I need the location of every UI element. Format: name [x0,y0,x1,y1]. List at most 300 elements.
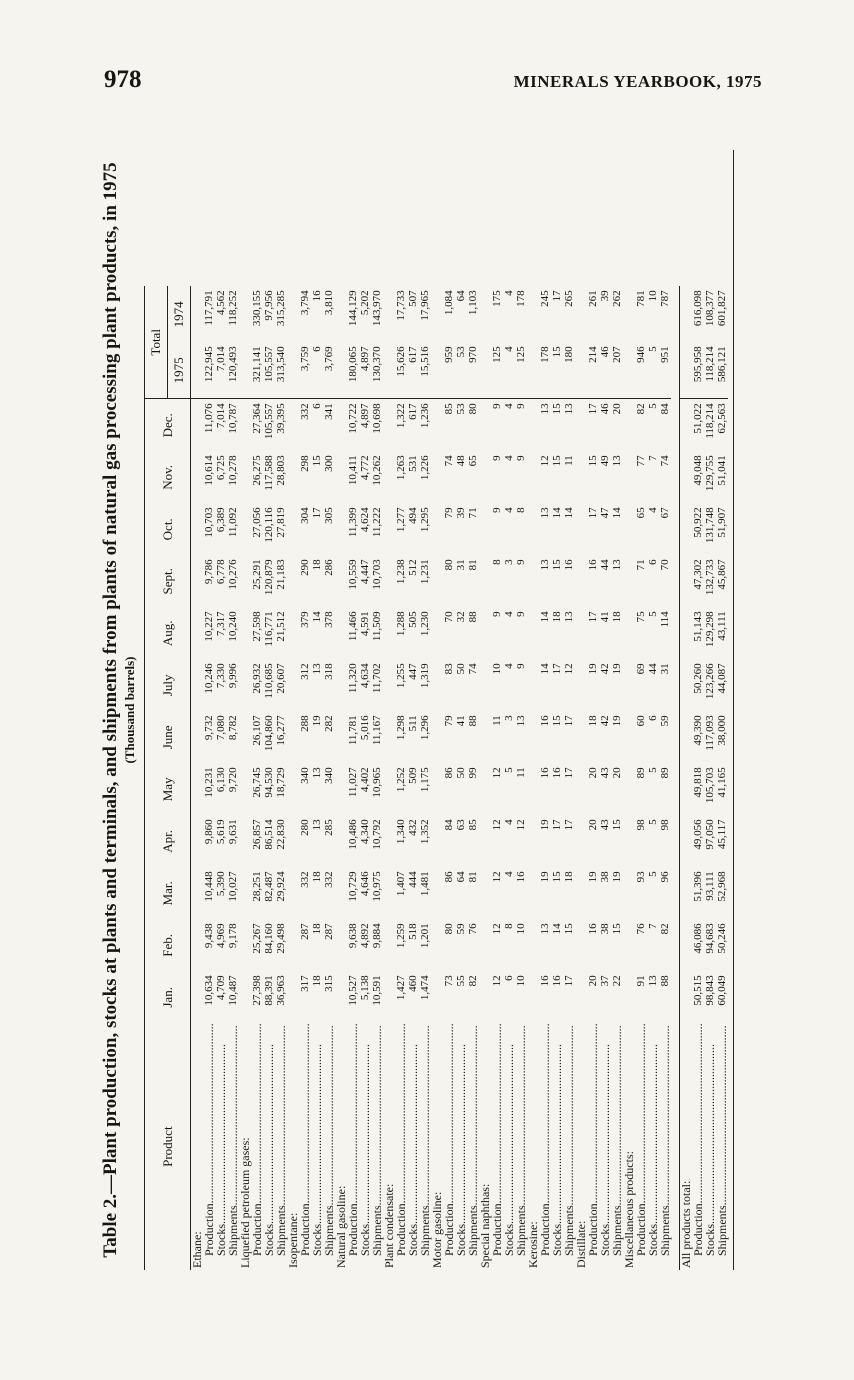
empty-cell [383,286,395,342]
month-value-cell: 19 [611,871,623,883]
empty-cell [479,815,491,867]
month-value-cell: 74 [443,455,455,467]
row-label-text: Production [538,1203,552,1256]
rotated-table-block [100,130,740,1330]
month-value-cell: 1,201 [419,923,431,949]
month-value-cell: 15 [551,403,563,415]
month-value-cell: 51,396 [692,871,704,902]
dot-leader: ............................................................ [394,1023,408,1204]
month-value-cell: 14 [563,507,575,519]
table-row [275,286,287,1270]
month-value-cell: 4,340 [359,819,371,845]
month-value-cell: 31 [659,663,671,675]
empty-cell [287,503,299,555]
month-value-cell: 11,320 [347,663,359,694]
month-value-cell: 1,277 [395,507,407,533]
month-value-cell: 11 [491,715,503,726]
empty-cell [431,763,443,815]
empty-cell [335,867,347,919]
month-value-cell: 5 [647,403,659,409]
month-value-cell: 4,709 [215,975,227,1001]
month-value-cell: 31 [455,559,467,571]
month-value-cell: 286 [323,559,335,576]
dot-leader: ............................................................ [406,1043,420,1224]
month-value-cell: 65 [635,507,647,519]
month-value-cell: 4 [503,611,515,617]
empty-cell [191,659,204,711]
empty-cell [383,919,395,971]
month-value-cell: 9,996 [227,663,239,689]
empty-cell [239,503,251,555]
month-value-cell: 1,230 [419,611,431,637]
month-value-cell: 10,246 [203,663,215,694]
month-value-cell: 44 [599,559,611,571]
month-value-cell: 305 [323,507,335,524]
month-value-cell: 13 [611,559,623,571]
group-heading: Motor gasoline: [430,1191,444,1268]
table-row [716,286,728,1270]
total-1974-cell: 507 [407,290,419,307]
month-value-cell: 50,515 [692,975,704,1006]
month-value-cell: 13 [611,455,623,467]
row-label-text: Shipments [610,1205,624,1256]
empty-cell [575,971,587,1023]
empty-cell [680,971,693,1023]
month-value-cell: 447 [407,663,419,680]
month-value-cell: 531 [407,455,419,472]
month-value-cell: 64 [455,871,467,883]
month-value-cell: 42 [599,715,611,727]
dot-leader: ............................................................ [310,1043,324,1224]
month-value-cell: 13 [539,403,551,415]
empty-cell [623,815,635,867]
month-value-cell: 10 [515,923,527,935]
month-value-cell: 49,818 [692,767,704,798]
empty-cell [239,919,251,971]
month-value-cell: 10,722 [347,403,359,434]
month-value-cell: 51,907 [716,507,728,538]
month-value-cell: 3 [503,715,515,721]
month-value-cell: 13 [515,715,527,727]
month-value-cell: 4 [503,507,515,513]
total-1974-cell: 1,103 [467,290,479,316]
total-1974-cell: 10 [647,290,659,302]
month-value-cell: 27,056 [251,507,263,538]
month-value-cell: 511 [407,715,419,732]
header-total: Total [145,286,168,399]
month-value-cell: 460 [407,975,419,992]
total-1974-cell: 16 [311,290,323,302]
month-value-cell: 26,857 [251,819,263,850]
row-label-text: Production [394,1203,408,1256]
empty-cell [335,763,347,815]
month-value-cell: 1,407 [395,871,407,897]
empty-cell [575,763,587,815]
month-value-cell: 13 [539,559,551,571]
total-1974-cell: 118,252 [227,290,239,326]
empty-cell [191,971,204,1023]
month-value-cell: 1,296 [419,715,431,741]
total-1975-cell: 4,897 [359,342,371,399]
month-value-cell: 45,867 [716,559,728,590]
month-value-cell: 59 [659,715,671,727]
month-value-cell: 51,041 [716,455,728,486]
month-value-cell: 4 [503,819,515,825]
month-value-cell: 43,111 [716,611,728,641]
month-value-cell: 12 [491,871,503,883]
empty-cell [479,399,491,452]
month-value-cell: 44 [647,663,659,675]
empty-cell [335,286,347,342]
total-1974-cell: 117,791 [203,290,215,326]
month-value-cell: 13 [647,975,659,987]
empty-cell [431,503,443,555]
month-value-cell: 6,778 [215,559,227,585]
total-1975-cell: 130,370 [371,342,383,399]
total-1974-cell: 143,970 [371,290,383,327]
empty-cell [335,711,347,763]
month-value-cell: 6 [647,559,659,565]
table-row [611,286,623,1270]
month-value-cell: 104,860 [263,715,275,752]
empty-cell [527,711,539,763]
empty-cell [527,286,539,342]
month-value-cell: 74 [467,663,479,675]
row-label-text: Shipments [418,1205,432,1256]
total-1975-cell: 120,493 [227,342,239,399]
month-value-cell: 4,447 [359,559,371,585]
empty-cell [527,815,539,867]
month-value-cell: 51,143 [692,611,704,642]
month-value-cell: 16 [515,871,527,883]
month-value-cell: 18,729 [275,767,287,798]
total-1974-cell: 616,098 [692,290,704,327]
dot-leader: ............................................................ [514,1025,528,1206]
month-value-cell: 79 [443,715,455,727]
month-value-cell: 4,591 [359,611,371,637]
empty-cell [575,659,587,711]
dot-leader: ............................................................ [466,1025,480,1206]
month-value-cell: 10,591 [371,975,383,1006]
month-value-cell: 317 [299,975,311,992]
month-value-cell: 494 [407,507,419,524]
month-value-cell: 21,512 [275,611,287,642]
month-value-cell: 12 [491,819,503,831]
row-label-text: Shipments [370,1205,384,1256]
empty-cell [335,971,347,1023]
total-1974-cell: 781 [635,290,647,307]
month-value-cell: 4,402 [359,767,371,793]
month-value-cell: 9,884 [371,923,383,949]
total-1975-cell: 946 [635,342,647,399]
table-row [515,286,527,1270]
month-value-cell: 91 [635,975,647,987]
month-value-cell: 97,050 [704,819,716,850]
month-value-cell: 88 [467,715,479,727]
empty-cell [383,342,395,399]
month-value-cell: 13 [563,403,575,415]
month-value-cell: 4,969 [215,923,227,949]
empty-cell [287,919,299,971]
empty-cell [191,711,204,763]
month-value-cell: 84,160 [263,923,275,954]
empty-cell [191,503,204,555]
total-1974-cell: 4,562 [215,290,227,316]
empty-cell [335,815,347,867]
month-value-cell: 71 [635,559,647,571]
month-value-cell: 50,246 [716,923,728,954]
total-1975-cell: 3,769 [323,342,335,399]
empty-cell [623,711,635,763]
month-value-cell: 26,275 [251,455,263,486]
header-month: June [145,711,191,763]
total-1974-cell: 245 [539,290,551,307]
month-value-cell: 86,514 [263,819,275,850]
month-value-cell: 84 [443,819,455,831]
header-month: July [145,659,191,711]
total-1974-cell: 262 [611,290,623,307]
month-value-cell: 117,588 [263,455,275,491]
empty-cell [479,971,491,1023]
month-value-cell: 12 [563,663,575,675]
total-1974-cell: 17,733 [395,290,407,321]
dot-leader: ............................................................ [274,1025,288,1206]
month-value-cell: 10,227 [203,611,215,642]
month-value-cell: 288 [299,715,311,732]
empty-cell [575,555,587,607]
month-value-cell: 10,703 [371,559,383,590]
empty-cell [239,607,251,659]
month-value-cell: 29,498 [275,923,287,954]
total-1974-cell: 4 [503,290,515,296]
month-value-cell: 285 [323,819,335,836]
row-label-text: Production [634,1203,648,1256]
month-value-cell: 18 [311,559,323,571]
empty-cell [287,555,299,607]
month-value-cell: 18 [587,715,599,727]
dot-leader: ............................................................ [634,1023,648,1204]
total-1974-cell: 144,129 [347,290,359,327]
month-value-cell: 49 [599,455,611,467]
empty-cell [680,919,693,971]
empty-cell [287,342,299,399]
month-value-cell: 4 [647,507,659,513]
month-value-cell: 14 [539,663,551,675]
data-table [144,286,728,1270]
empty-cell [527,919,539,971]
month-value-cell: 10,240 [227,611,239,642]
empty-cell [680,286,693,342]
total-1975-cell: 178 [539,342,551,399]
table-row [563,286,575,1270]
month-value-cell: 17 [587,403,599,415]
empty-cell [239,451,251,503]
dot-leader: ............................................................ [226,1025,240,1206]
month-value-cell: 9 [515,611,527,617]
dot-leader: ............................................................ [202,1023,216,1204]
header-month: Jan. [145,971,191,1023]
month-value-cell: 80 [443,559,455,571]
row-label-text: Stocks [646,1223,660,1256]
empty-cell [623,919,635,971]
month-value-cell: 45,117 [716,819,728,850]
empty-cell [335,659,347,711]
month-value-cell: 18 [611,611,623,623]
month-value-cell: 11 [563,455,575,466]
empty-cell [431,919,443,971]
month-value-cell: 1,340 [395,819,407,845]
row-label-text: Shipments [466,1205,480,1256]
month-value-cell: 298 [299,455,311,472]
month-value-cell: 9,720 [227,767,239,793]
total-1975-cell: 595,958 [692,342,704,399]
empty-cell [623,286,635,342]
month-value-cell: 12 [539,455,551,467]
row-label-text: Production [586,1203,600,1256]
month-value-cell: 17 [563,767,575,779]
month-value-cell: 22 [611,975,623,987]
total-1975-cell: 15,626 [395,342,407,399]
month-value-cell: 89 [635,767,647,779]
month-value-cell: 4 [503,663,515,669]
month-value-cell: 5,390 [215,871,227,897]
month-value-cell: 282 [323,715,335,732]
month-value-cell: 99 [467,767,479,779]
month-value-cell: 20,607 [275,663,287,694]
month-value-cell: 82,487 [263,871,275,902]
dot-leader: ............................................................ [370,1025,384,1206]
month-value-cell: 15 [587,455,599,467]
month-value-cell: 9 [515,663,527,669]
month-value-cell: 9 [491,507,503,513]
empty-cell [680,503,693,555]
month-value-cell: 290 [299,559,311,576]
empty-cell [527,399,539,452]
empty-cell [239,659,251,711]
month-value-cell: 20 [587,819,599,831]
month-value-cell: 98 [659,819,671,831]
total-1974-cell: 3,810 [323,290,335,316]
total-1975-cell: 46 [599,342,611,399]
month-value-cell: 129,755 [704,455,716,492]
month-value-cell: 28,251 [251,871,263,902]
month-value-cell: 65 [467,455,479,467]
row-label [659,1023,671,1270]
month-value-cell: 11,092 [227,507,239,538]
month-value-cell: 82 [467,975,479,987]
total-1974-cell: 17 [551,290,563,302]
month-value-cell: 10,787 [227,403,239,434]
month-value-cell: 80 [443,923,455,935]
month-value-cell: 13 [539,923,551,935]
empty-cell [383,763,395,815]
empty-cell [287,711,299,763]
month-value-cell: 85 [467,819,479,831]
month-value-cell: 46,086 [692,923,704,954]
month-value-cell: 43 [599,767,611,779]
month-value-cell: 20 [611,403,623,415]
dot-leader: ............................................................ [502,1043,516,1224]
month-value-cell: 81 [467,559,479,571]
total-1975-cell: 125 [515,342,527,399]
empty-cell [680,867,693,919]
month-value-cell: 18 [311,975,323,987]
empty-cell [239,867,251,919]
total-1975-cell: 6 [311,342,323,399]
group-heading: Miscellaneous products: [622,1151,636,1268]
month-value-cell: 93 [635,871,647,883]
month-value-cell: 44,087 [716,663,728,694]
total-1975-cell: 105,557 [263,342,275,399]
month-value-cell: 318 [323,663,335,680]
month-value-cell: 332 [299,403,311,420]
month-value-cell: 43 [599,819,611,831]
month-value-cell: 1,288 [395,611,407,637]
empty-cell [575,286,587,342]
table-title: Table 2.—Plant production, stocks at plants and terminals, and shipments from plants of natural gas processing plant products, in 1975 [100,162,121,1258]
month-value-cell: 1,255 [395,663,407,689]
month-value-cell: 3 [503,559,515,565]
empty-cell [575,711,587,763]
month-value-cell: 8 [491,559,503,565]
month-value-cell: 80 [467,403,479,415]
header-month: Sept. [145,555,191,607]
total-1975-cell: 970 [467,342,479,399]
total-1974-cell: 5,202 [359,290,371,316]
month-value-cell: 96 [659,871,671,883]
month-value-cell: 11,702 [371,663,383,694]
month-value-cell: 16 [587,559,599,571]
month-value-cell: 10,487 [227,975,239,1006]
month-value-cell: 13 [311,663,323,675]
dot-leader: ............................................................ [418,1025,432,1206]
month-value-cell: 27,398 [251,975,263,1006]
empty-cell [527,503,539,555]
month-value-cell: 49,048 [692,455,704,486]
group-heading: Kerosine: [526,1221,540,1268]
month-value-cell: 18 [311,923,323,935]
empty-cell [431,451,443,503]
table-row [659,286,671,1270]
dot-leader: ............................................................ [703,1043,717,1224]
month-value-cell: 17 [563,819,575,831]
empty-cell [575,867,587,919]
empty-cell [431,711,443,763]
month-value-cell: 13 [311,819,323,831]
month-value-cell: 7,317 [215,611,227,637]
empty-cell [383,971,395,1023]
row-label-text: Shipments [715,1205,729,1256]
month-value-cell: 82 [635,403,647,415]
month-value-cell: 15 [611,923,623,935]
empty-cell [335,503,347,555]
total-1975-cell: 5 [647,342,659,399]
month-value-cell: 26,107 [251,715,263,746]
empty-cell [575,399,587,452]
month-value-cell: 312 [299,663,311,680]
month-value-cell: 84 [659,403,671,415]
empty-cell [287,451,299,503]
total-1975-cell: 53 [455,342,467,399]
header-product: Product [145,1023,191,1270]
month-value-cell: 12 [491,923,503,935]
month-value-cell: 10,559 [347,559,359,590]
month-value-cell: 1,231 [419,559,431,585]
total-1975-cell: 122,945 [203,342,215,399]
dot-leader: ............................................................ [562,1025,576,1206]
month-value-cell: 16 [551,767,563,779]
month-value-cell: 1,481 [419,871,431,897]
